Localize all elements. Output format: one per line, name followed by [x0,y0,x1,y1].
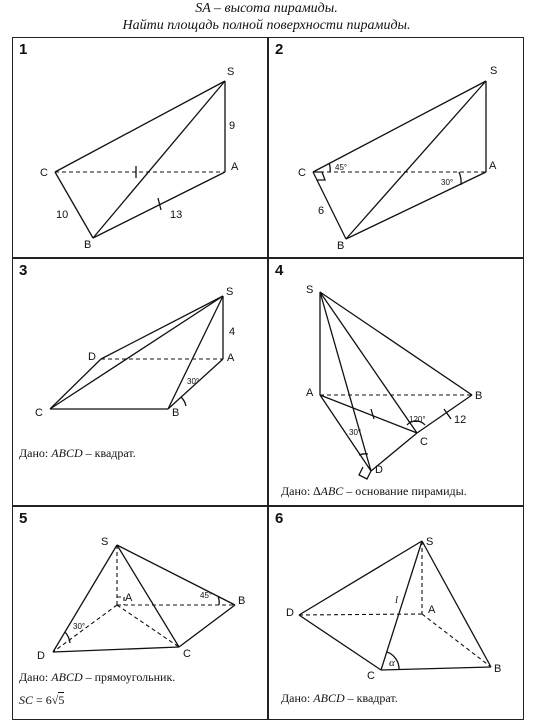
vertex-C: C [367,670,375,682]
given-statement: Дано: ∆ABC – основание пирамиды. [281,484,467,498]
vertex-C: C [420,436,428,448]
edge-AB [422,614,491,667]
edge-SD [299,541,422,615]
edge-AD [320,395,371,471]
task-subtitle: SA – высота пирамиды. [195,1,338,16]
given-statement: Дано: ABCD – прямоугольник. [19,670,176,684]
edge-DC [53,647,179,652]
edge-BA [93,172,225,238]
vertex-D: D [375,464,383,476]
vertex-C: C [40,167,48,179]
vertex-A: A [489,160,497,172]
tick-mark [371,409,374,419]
edge-AC [117,605,179,647]
right-angle-mark [117,597,124,605]
vertex-B: B [475,390,483,402]
edge-SC [320,292,417,433]
vertex-D: D [37,650,45,662]
edge-SD [101,296,223,359]
vertex-S: S [490,65,498,77]
vertex-A: A [306,387,314,399]
value-CB: 6 [318,205,325,217]
angle-C: 120° [409,415,426,424]
vertex-C: C [183,648,191,660]
angle-arc [218,596,219,605]
vertex-B: B [238,595,246,607]
edge-DC [299,615,381,670]
value-SA: 9 [229,120,236,132]
angle-alpha: α [389,657,395,669]
given-statement: Дано: ABCD – квадрат. [19,446,136,460]
vertex-S: S [426,536,434,548]
problem-number: 4 [275,262,284,279]
value-SA: 4 [229,326,236,338]
edge-CB [381,667,491,670]
edge-SD [53,545,117,652]
edge-SD [320,292,371,471]
sqrt-sign: √ [51,693,59,707]
given-statement: Дано: ABCD – квадрат. [281,691,398,705]
vertex-S: S [101,536,109,548]
angle-C: 45° [335,163,348,172]
problem-number: 5 [19,510,28,527]
problem-5 [12,506,268,720]
pyramid-figure-4 [269,259,525,507]
edge-SB [168,296,223,409]
angle-A: 30° [441,178,454,187]
given-sc-value: SC = 6√5 [19,693,65,707]
value-CB: 12 [454,414,467,426]
angle-SDA: 30° [349,428,362,437]
edge-SB [320,292,472,395]
angle-arc [329,163,330,172]
problem-6 [268,506,524,720]
pyramid-figure-2 [269,38,525,259]
edge-CB [55,172,93,238]
edge-SB [346,81,486,239]
vertex-C: C [35,407,43,419]
pyramid-figure-6 [269,507,525,721]
edge-DA [299,614,422,615]
edge-CB [179,605,235,647]
problem-4 [268,258,524,506]
vertex-A: A [231,161,239,173]
value-CB: 10 [56,209,69,221]
problem-number: 1 [19,41,28,58]
vertex-C: C [298,167,306,179]
edge-CD [50,359,101,409]
vertex-B: B [172,407,180,419]
problem-number: 6 [275,510,284,527]
pyramid-figure-5 [13,507,269,721]
value-BA: 13 [170,209,183,221]
vertex-A: A [227,352,235,364]
edge-AC [320,395,417,433]
angle-arc [65,632,70,643]
edge-SB [93,81,225,238]
edge-SC [313,81,486,172]
vertex-B: B [84,239,92,251]
vertex-S: S [227,66,235,78]
pyramid-figure-3 [13,259,269,507]
edge-SC [55,81,225,172]
problem-number: 2 [275,41,284,58]
angle-arc [459,172,461,185]
edge-SC [381,541,422,670]
problem-2 [268,37,524,258]
task-title: Найти площадь полной поверхности пирамиды. [122,18,411,33]
edge-BA [346,172,486,239]
angle-D: 30° [73,622,86,631]
vertex-A: A [125,592,133,604]
vertex-A: A [428,604,436,616]
angle-B: 45° [200,591,213,600]
pyramid-figure-1 [13,38,269,259]
problem-1 [12,37,268,258]
edge-length-l: l [395,594,399,606]
angle-arc [181,397,186,406]
angle-B: 30° [187,377,200,386]
edge-SC [50,296,223,409]
problem-number: 3 [19,262,28,279]
problem-3 [12,258,268,506]
vertex-D: D [88,351,96,363]
vertex-S: S [306,284,314,296]
vertex-D: D [286,607,294,619]
vertex-B: B [337,240,345,252]
vertex-B: B [494,663,502,675]
vertex-S: S [226,286,234,298]
